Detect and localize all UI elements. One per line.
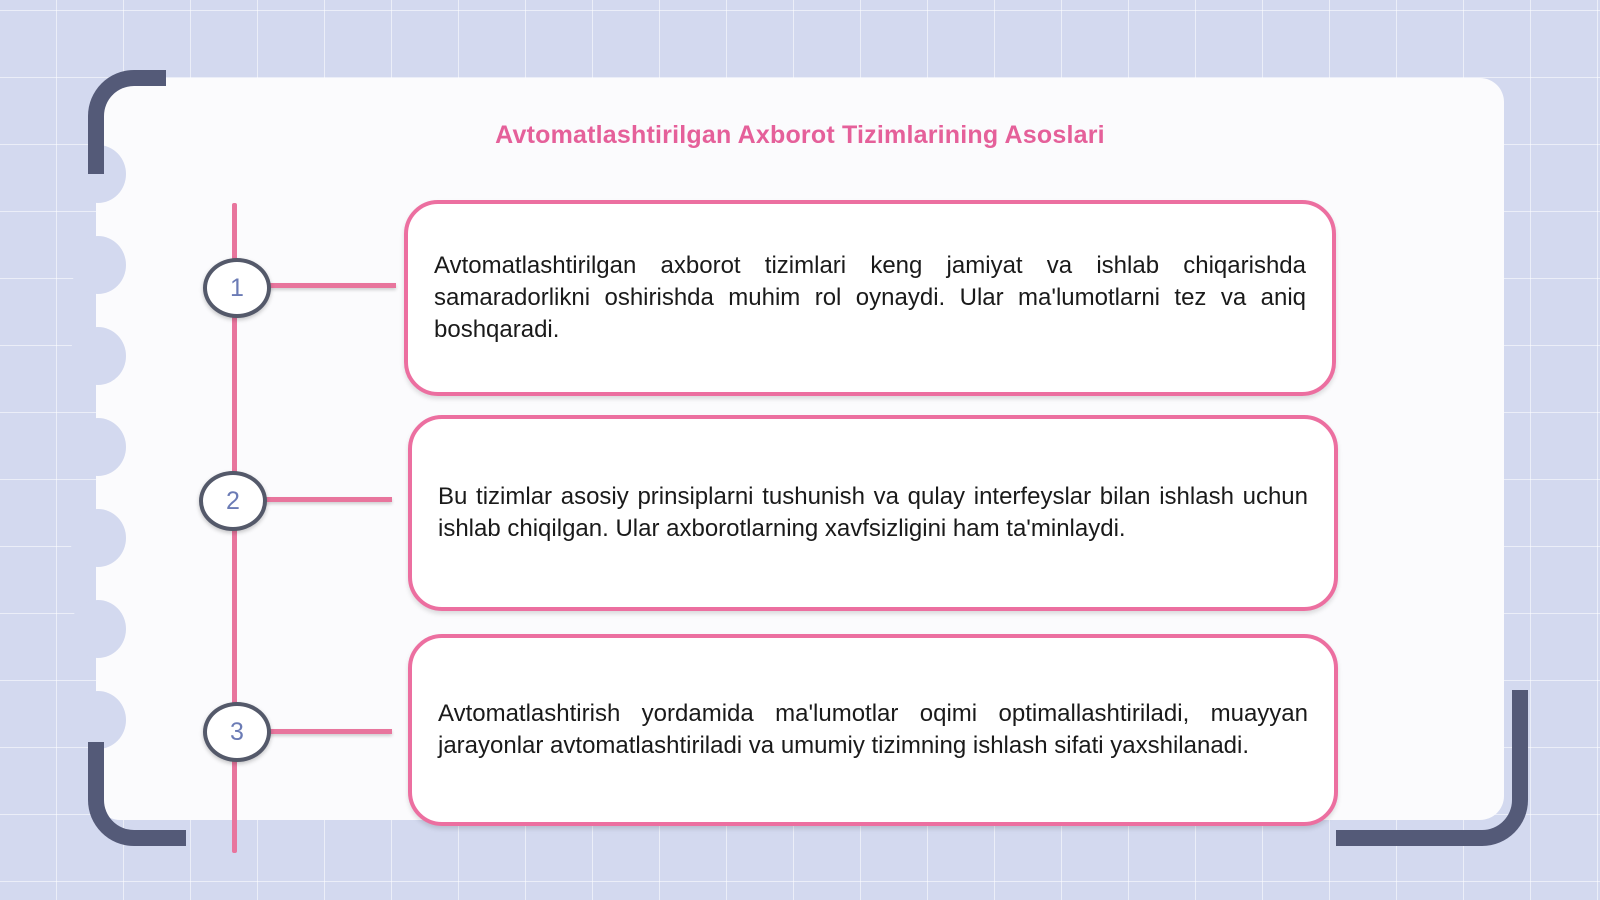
- timeline-node-2: 2: [199, 471, 267, 531]
- corner-bracket-bottom-left: [88, 742, 186, 846]
- sheet-scallop: [70, 509, 126, 567]
- slide-title: Avtomatlashtirilgan Axborot Tizimlarining Asoslari: [495, 121, 1105, 149]
- timeline-card-text: Avtomatlashtirilgan axborot tizimlari keng jamiyat va ishlab chiqarishda samaradorlikni oshirishda muhim rol oynaydi. Ular ma'lumotlarni tez va aniq boshqaradi.: [434, 252, 1306, 343]
- sheet-scallop: [70, 600, 126, 658]
- timeline-card-3: [408, 634, 1338, 826]
- timeline-connector: [260, 497, 392, 502]
- timeline-card-1: [404, 200, 1336, 396]
- timeline-connector: [264, 283, 396, 288]
- sheet-scallop: [70, 327, 126, 385]
- timeline-card-text: Avtomatlashtirish yordamida ma'lumotlar oqimi optimallashtiriladi, muayyan jarayonlar avtomatlashtiriladi va umumiy tizimning ishlash sifati yaxshilanadi.: [438, 700, 1308, 759]
- sheet-scallop: [70, 691, 126, 749]
- timeline-card-text: Bu tizimlar asosiy prinsiplarni tushunish va qulay interfeyslar bilan ishlash uchun ishlab chiqilgan. Ular axborotlarning xavfsizligini ham ta'minlaydi.: [438, 483, 1308, 542]
- sheet-scallop: [70, 418, 126, 476]
- timeline-card-2: [408, 415, 1338, 611]
- corner-bracket-bottom-right: [1336, 690, 1528, 846]
- sheet-scallop: [70, 236, 126, 294]
- timeline-node-1: 1: [203, 258, 271, 318]
- timeline-connector: [264, 729, 392, 734]
- corner-bracket-top-left: [88, 70, 166, 174]
- timeline-node-3: 3: [203, 702, 271, 762]
